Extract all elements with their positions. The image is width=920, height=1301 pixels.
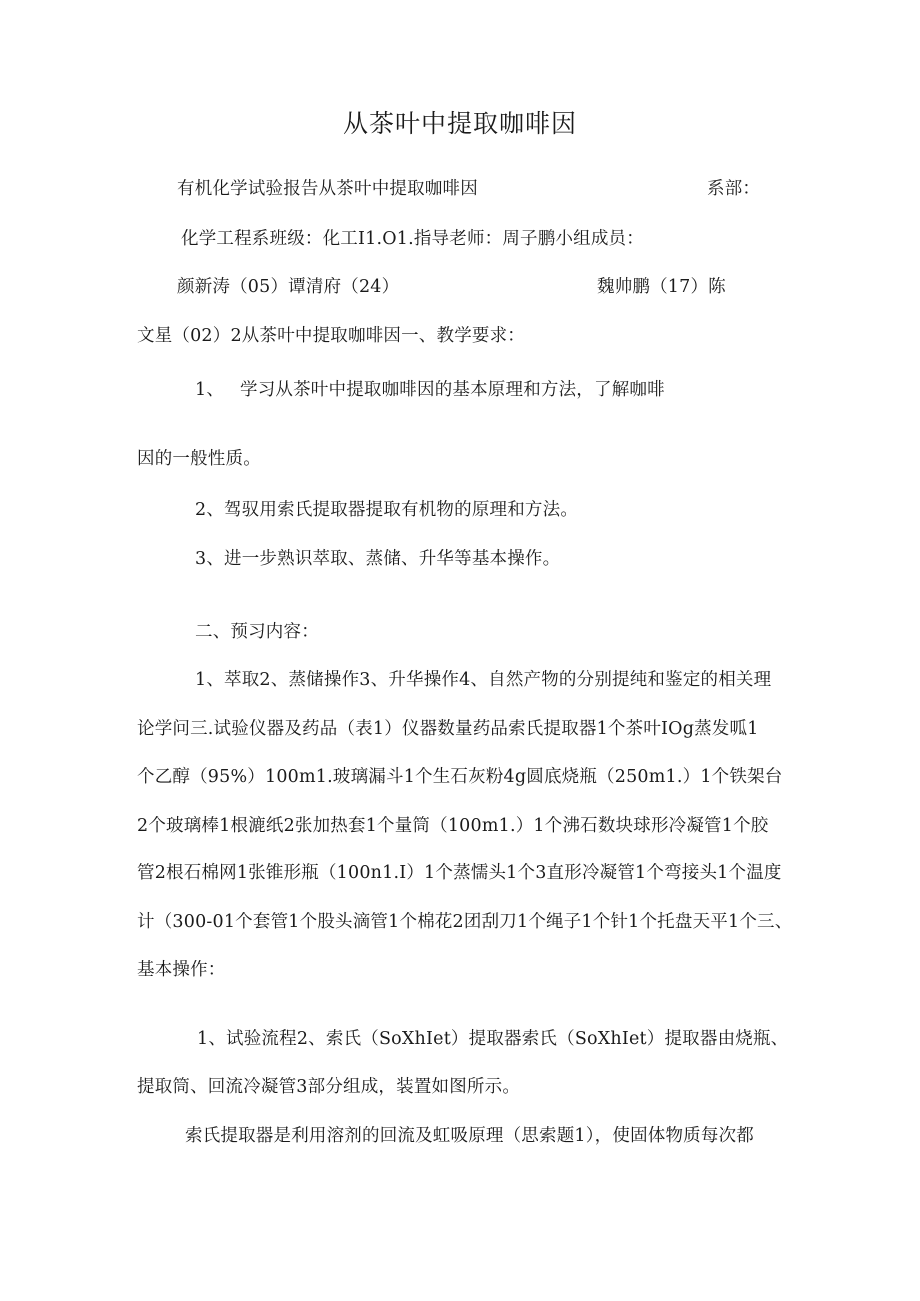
- preview-paragraph-line: 2个玻璃棒1根漉纸2张加热套1个量筒（100m1.）1个沸石数块球形冷凝管1个胶: [137, 816, 769, 836]
- preview-paragraph-line: 计（300-01个套管1个股头滴管1个棉花2团刮刀1个绳子1个针1个托盘天平1个三、: [137, 912, 793, 932]
- preview-paragraph-line: 论学问三.试验仪器及药品（表1）仪器数量药品索氏提取器1个茶叶IOg蒸发呱1: [137, 719, 759, 739]
- requirement-1-number: 1、: [195, 380, 225, 400]
- requirement-1-continuation: 因的一般性质。: [137, 449, 261, 469]
- operations-paragraph-line: 索氏提取器是利用溶剂的回流及虹吸原理（思索题1），使固体物质每次都: [185, 1126, 754, 1146]
- header-department-label: 系部：: [707, 179, 761, 199]
- header-members-cont: 文星（02）2从茶叶中提取咖啡因一、教学要求：: [137, 326, 526, 346]
- preview-paragraph-line: 1、萃取2、蒸储操作3、升华操作4、自然产物的分别提纯和鉴定的相关理: [195, 670, 772, 690]
- preview-paragraph-line: 基本操作：: [137, 960, 226, 980]
- preview-paragraph-line: 个乙醇（95%）100m1.玻璃漏斗1个生石灰粉4g圆底烧瓶（250m1.）1个铁架台: [137, 767, 783, 787]
- requirement-2: 2、驾驭用索氏提取器提取有机物的原理和方法。: [195, 500, 579, 520]
- preview-heading: 二、预习内容：: [195, 622, 319, 642]
- header-members-left: 颜新涛（05）谭清府（24）: [177, 277, 400, 297]
- operations-paragraph-line: 提取筒、回流冷凝管3部分组成，装置如图所示。: [137, 1077, 521, 1097]
- header-report-title: 有机化学试验报告从茶叶中提取咖啡因: [177, 179, 478, 199]
- operations-paragraph-line: 1、试验流程2、索氏（SoXhIet）提取器索氏（SoXhIet）提取器由烧瓶、: [197, 1029, 789, 1049]
- preview-paragraph-line: 管2根石棉网1张锥形瓶（100n1.I）1个蒸懦头1个3直形冷凝管1个弯接头1个温度: [137, 863, 782, 883]
- requirement-3: 3、进一步熟识萃取、蒸储、升华等基本操作。: [195, 549, 561, 569]
- header-class-teacher: 化学工程系班级：化工I1.O1.指导老师：周子鹏小组成员：: [181, 229, 644, 249]
- page-title: 从茶叶中提取咖啡因: [342, 109, 577, 138]
- requirement-1-text: 学习从茶叶中提取咖啡因的基本原理和方法，了解咖啡: [240, 380, 665, 400]
- header-members-right: 魏帅鹏（17）陈: [597, 277, 726, 297]
